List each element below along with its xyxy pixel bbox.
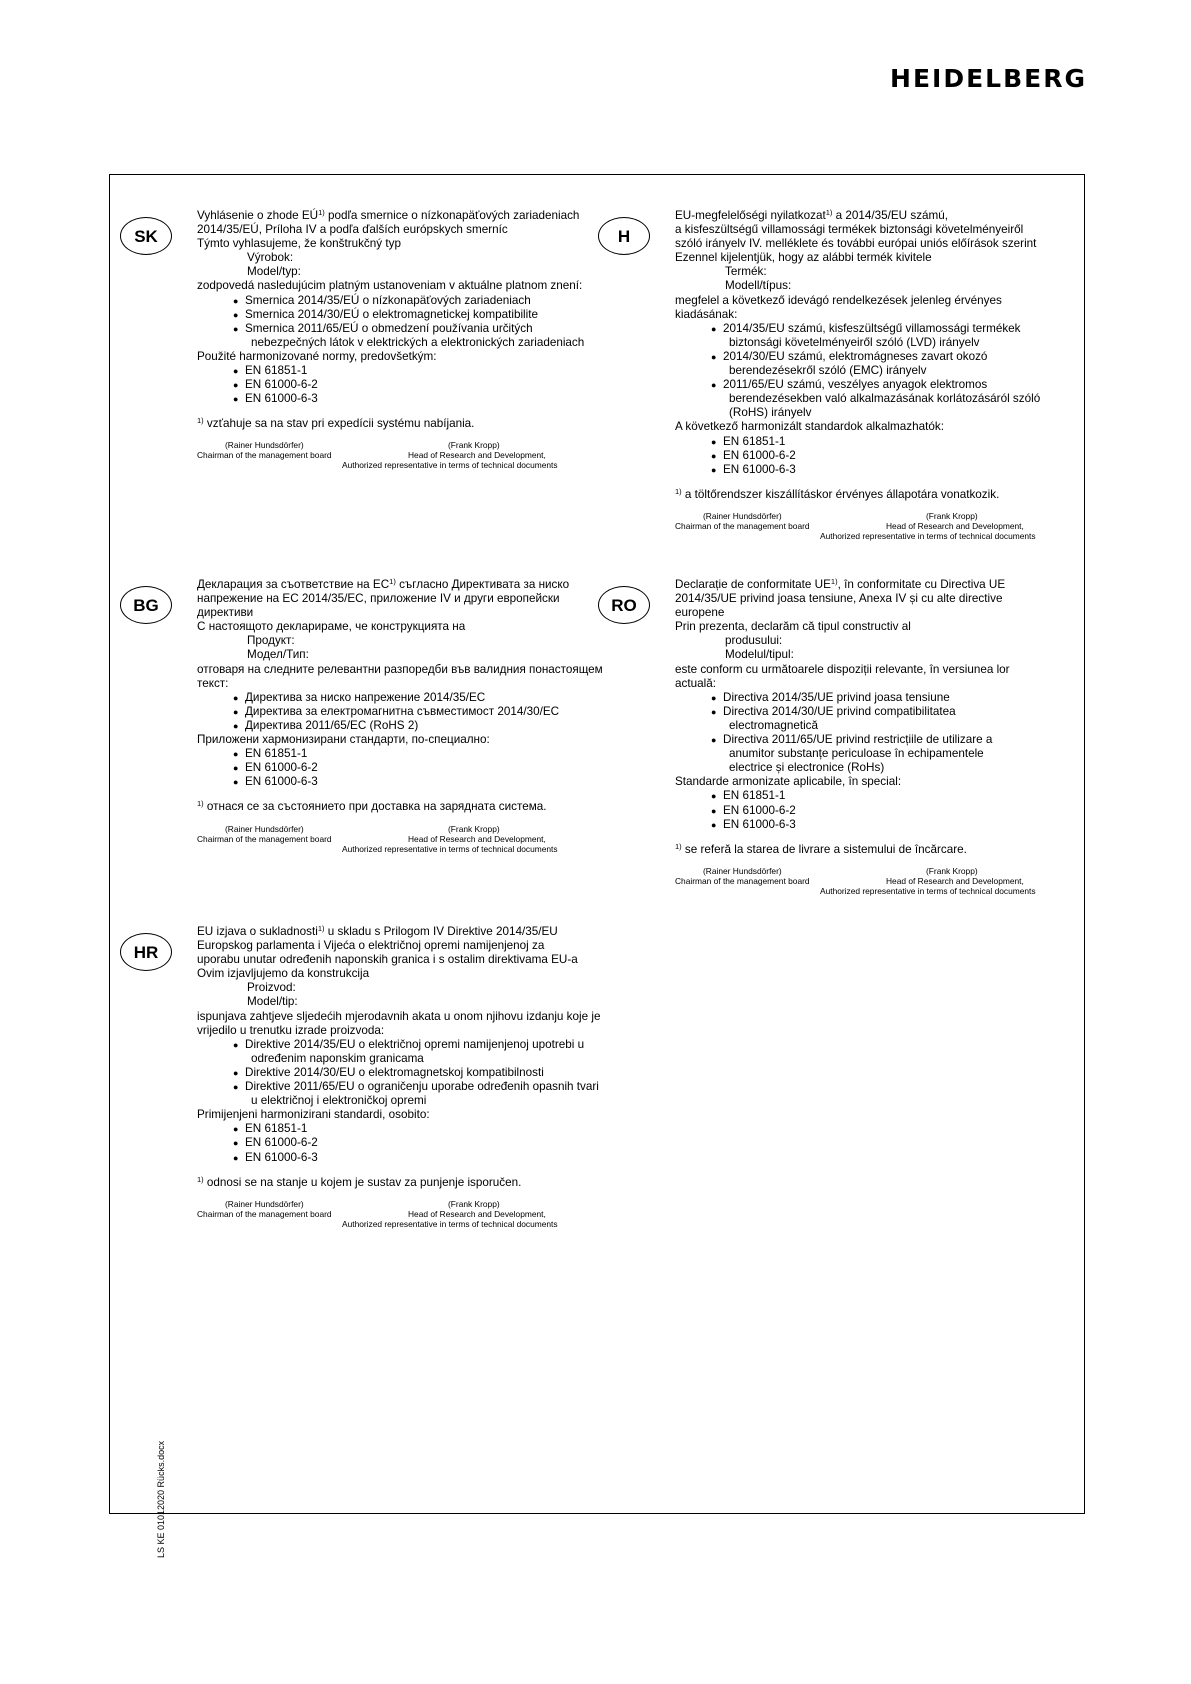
line-text: Приложени хармонизирани стандарти, по-специално: (197, 733, 490, 747)
line-text: A következő harmonizált standardok alkalmazhatók: (675, 420, 944, 434)
line-text: Direktive 2011/65/EU o ograničenju uporabe određenih opasnih tvari (245, 1080, 599, 1094)
signer-name-1: (Rainer Hundsdörfer) (225, 1198, 304, 1209)
line-text: a kisfeszültségű villamossági termékek biztonsági követelményeiről (675, 223, 1024, 237)
line-text: 2011/65/EU számú, veszélyes anyagok elektromos (723, 378, 988, 392)
text-line (197, 995, 657, 1009)
text-line (675, 620, 1135, 634)
line-text: Proizvod: (247, 981, 296, 995)
line-text: Direktive 2014/35/EU o električnoj opremi namijenjenoj upotrebi u (245, 1037, 585, 1051)
bullet-item (197, 1080, 657, 1094)
bullet-item (197, 691, 657, 705)
line-text: Smernica 2014/35/EÚ o nízkonapäťových zariadeniach (245, 293, 531, 307)
bullet-item (675, 449, 1135, 463)
line-text: u električnoj i elektroničkoj opremi (251, 1094, 427, 1108)
line-text: Použité harmonizované normy, predovšetkým: (197, 349, 437, 363)
text-line (675, 265, 1135, 279)
line-text: zodpovedá nasledujúcim platným ustanoveniam v aktuálne platnom znení: (197, 279, 583, 293)
text-line (675, 294, 1135, 308)
line-text: nebezpečných látok v elektrických a elektronických zariadeniach (251, 335, 585, 349)
line-text: a töltőrendszer kiszállításkor érvényes állapotára vonatkozik. (681, 487, 1000, 501)
heidelberg-logo: HEIDELBERG (890, 64, 1087, 93)
text-line (675, 761, 1135, 775)
signer-name-2: (Frank Kropp) (926, 865, 978, 876)
signer-name-2: (Frank Kropp) (926, 510, 978, 521)
text-line (675, 364, 1135, 378)
line-text: actuală: (675, 676, 716, 690)
line-text: EN 61000-6-3 (245, 1150, 318, 1164)
footnote-marker: 1) (675, 841, 682, 851)
bullet-item (675, 789, 1135, 803)
line-text: EN 61000-6-3 (245, 392, 318, 406)
spacer (197, 406, 657, 417)
signer-name-1: (Rainer Hundsdörfer) (225, 440, 304, 451)
bullet-item (675, 733, 1135, 747)
line-text: Model/tip: (247, 995, 298, 1009)
text-line (675, 606, 1135, 620)
signer-role-2: Head of Research and Development, (408, 833, 546, 844)
line-text: EN 61000-6-2 (245, 761, 318, 775)
spacer (197, 789, 657, 800)
bullet-item (675, 691, 1135, 705)
text-line (197, 1094, 657, 1108)
text-line (197, 417, 657, 431)
text-line (197, 620, 657, 634)
declaration-text (197, 209, 657, 470)
text-line (675, 488, 1135, 502)
line-text: Ovim izjavljujemo da konstrukcija (197, 967, 370, 981)
bullet-item (197, 761, 657, 775)
text-line (197, 733, 657, 747)
line-text: Direktive 2014/30/EU o elektromagnetskoj kompatibilnosti (245, 1065, 544, 1079)
footnote-marker: 1) (197, 1174, 204, 1184)
line-text: EN 61851-1 (245, 747, 308, 761)
bullet-item (675, 435, 1135, 449)
line-text: Primijenjeni harmonizirani standardi, osobito: (197, 1108, 430, 1122)
line-text: Ezennel kijelentjük, hogy az alábbi termék kivitele (675, 251, 932, 265)
text-line (197, 1010, 657, 1024)
line-text: Директива за ниско напрежение 2014/35/ЕС (245, 690, 486, 704)
signer-role-2: Head of Research and Development, (408, 1208, 546, 1219)
line-text: este conform cu următoarele dispoziții relevante, în versiunea lor (675, 662, 1010, 676)
line-text: electromagnetică (729, 718, 819, 732)
line-text: u skladu s Prilogom IV Direktive 2014/35/EU (324, 925, 558, 938)
text-line (197, 648, 657, 662)
bullet-item (197, 1066, 657, 1080)
line-text: kiadásának: (675, 307, 738, 321)
line-text: podľa smernice o nízkonapäťových zariadeniach (324, 209, 580, 222)
text-line (197, 209, 657, 223)
text-line (197, 939, 657, 953)
declaration-text (675, 209, 1135, 541)
signer-role-1: Chairman of the management board (675, 875, 810, 886)
text-line (675, 663, 1135, 677)
line-text: Modell/típus: (725, 279, 792, 293)
language-badge: HR (120, 933, 172, 971)
line-text: Declarație de conformitate UE (675, 578, 831, 591)
line-text: uporabu unutar određenih naponskih granica i s ostalim direktivama EU-a (197, 953, 578, 967)
text-line (197, 606, 657, 620)
text-line (197, 1108, 657, 1122)
line-text: Model/typ: (247, 265, 301, 279)
line-text: EN 61851-1 (723, 789, 786, 803)
bullet-item (675, 818, 1135, 832)
line-text: EN 61000-6-2 (245, 378, 318, 392)
text-line (197, 251, 657, 265)
line-text: anumitor substanțe periculoase în echipamentele (729, 747, 984, 761)
bullet-item (197, 364, 657, 378)
line-text: EN 61000-6-3 (723, 462, 796, 476)
text-line (675, 251, 1135, 265)
signer-name-2: (Frank Kropp) (448, 823, 500, 834)
text-line (197, 237, 657, 251)
line-text: Директива 2011/65/ЕС (RoHS 2) (245, 718, 419, 732)
line-text: electrice și electronice (RoHs) (729, 761, 885, 775)
line-text: Vyhlásenie o zhode EÚ (197, 209, 319, 222)
line-text: EN 61851-1 (723, 434, 786, 448)
signer-role-1: Chairman of the management board (197, 450, 332, 461)
text-line (675, 843, 1135, 857)
line-text: текст: (197, 676, 229, 690)
text-line (675, 209, 1135, 223)
line-text: Декларация за съответствие на ЕС (197, 578, 390, 591)
text-line (675, 747, 1135, 761)
text-line (197, 1024, 657, 1038)
declaration-text (197, 578, 657, 854)
signer-role-2: Head of Research and Development, (886, 520, 1024, 531)
text-line (675, 634, 1135, 648)
signer-role-2: Head of Research and Development, (408, 450, 546, 461)
text-line (197, 1176, 657, 1190)
language-badge: RO (598, 586, 650, 624)
text-line (675, 392, 1135, 406)
bullet-item (675, 705, 1135, 719)
signer-role-2: Head of Research and Development, (886, 875, 1024, 886)
signer-name-1: (Rainer Hundsdörfer) (703, 510, 782, 521)
line-text: Týmto vyhlasujeme, že konštrukčný typ (197, 237, 401, 251)
line-text: Modelul/tipul: (725, 648, 794, 662)
bullet-item (675, 378, 1135, 392)
footnote-marker: 1) (830, 577, 838, 586)
declaration-text (197, 925, 657, 1229)
text-line (197, 677, 657, 691)
text-line (675, 719, 1135, 733)
declaration-text (675, 578, 1135, 896)
line-text: 2014/30/EU számú, elektromágneses zavart okozó (723, 349, 988, 363)
footnote-marker: 1) (318, 208, 325, 217)
line-text: (RoHS) irányelv (729, 406, 812, 420)
line-text: отговаря на следните релевантни разпоредби във валидния понастоящем (197, 662, 603, 676)
line-text: EU izjava o sukladnosti (197, 925, 318, 938)
line-text: EU-megfelelőségi nyilatkozat (675, 209, 826, 222)
signer-role-3: Authorized representative in terms of technical documents (820, 885, 1036, 896)
line-text: Standarde armonizate aplicabile, în special: (675, 775, 902, 789)
bullet-item (197, 775, 657, 789)
line-text: odnosi se na stanje u kojem je sustav za punjenje isporučen. (203, 1175, 522, 1189)
line-text: Termék: (725, 265, 767, 279)
footnote-marker: 1) (317, 924, 325, 933)
line-text: Модел/Тип: (247, 648, 309, 662)
language-badge: SK (120, 217, 172, 255)
document-reference: LS KE 01012020 Rücks.docx (156, 1440, 166, 1558)
bullet-item (197, 747, 657, 761)
bullet-item (197, 322, 657, 336)
text-line (197, 336, 657, 350)
signer-name-1: (Rainer Hundsdörfer) (703, 865, 782, 876)
footnote-marker: 1) (389, 577, 396, 586)
spacer (675, 477, 1135, 488)
line-text: 2014/35/UE privind joasa tensiune, Anexa IV și cu alte directive (675, 592, 1003, 606)
line-text: berendezésekben való alkalmazásának korlátozásáról szóló (729, 392, 1041, 406)
declarations-frame (109, 174, 1085, 1558)
text-line (675, 279, 1135, 293)
signature-block (675, 866, 1135, 896)
signer-role-3: Authorized representative in terms of technical documents (342, 460, 558, 471)
signer-role-1: Chairman of the management board (675, 520, 810, 531)
text-line (675, 420, 1135, 434)
bullet-item (675, 463, 1135, 477)
footnote-marker: 1) (675, 486, 682, 496)
text-line (197, 592, 657, 606)
line-text: EN 61851-1 (245, 364, 308, 378)
line-text: С настоящото декларираме, че конструкцията на (197, 620, 466, 634)
language-badge: BG (120, 586, 172, 624)
line-text: szóló irányelv IV. melléklete és további európai uniós előírások szerint (675, 237, 1037, 251)
bullet-item (197, 308, 657, 322)
line-text: EN 61000-6-2 (723, 448, 796, 462)
line-text: vzťahuje sa na stav pri expedícii systému nabíjania. (203, 417, 475, 431)
line-text: съгласно Директивата за ниско (395, 578, 570, 591)
bullet-item (197, 294, 657, 308)
language-badge: H (598, 217, 650, 255)
text-line (197, 265, 657, 279)
bullet-item (197, 1122, 657, 1136)
bullet-item (675, 804, 1135, 818)
text-line (197, 967, 657, 981)
line-text: EN 61000-6-2 (723, 803, 796, 817)
text-line (197, 953, 657, 967)
line-text: напрежение на ЕС 2014/35/ЕС, приложение IV и други европейски (197, 592, 560, 606)
bullet-item (197, 378, 657, 392)
text-line (675, 336, 1135, 350)
line-text: EN 61000-6-2 (245, 1136, 318, 1150)
bullet-item (197, 705, 657, 719)
footnote-marker: 1) (197, 799, 204, 809)
line-text: Prin prezenta, declarăm că tipul constructiv al (675, 620, 911, 634)
signer-role-3: Authorized representative in terms of technical documents (820, 530, 1036, 541)
signer-role-3: Authorized representative in terms of technical documents (342, 1218, 558, 1229)
bullet-item (675, 350, 1135, 364)
line-text: Директива за електромагнитна съвместимост 2014/30/ЕС (245, 704, 560, 718)
text-line (197, 350, 657, 364)
line-text: EN 61000-6-3 (245, 775, 318, 789)
line-text: отнася се за състоянието при доставка на зарядната система. (203, 800, 547, 814)
bullet-item (197, 1136, 657, 1150)
footnote-marker: 1) (197, 416, 204, 426)
line-text: se referă la starea de livrare a sistemului de încărcare. (681, 842, 967, 856)
bullet-item (197, 1151, 657, 1165)
text-line (197, 663, 657, 677)
line-text: Smernica 2014/30/EÚ o elektromagnetickej kompatibilite (245, 307, 538, 321)
line-text: berendezésekről szóló (EMC) irányelv (729, 364, 927, 378)
signer-role-3: Authorized representative in terms of technical documents (342, 843, 558, 854)
text-line (197, 1052, 657, 1066)
signer-role-1: Chairman of the management board (197, 1208, 332, 1219)
line-text: megfelel a következő idevágó rendelkezések jelenleg érvényes (675, 293, 1002, 307)
bullet-item (675, 322, 1135, 336)
text-line (197, 279, 657, 293)
spacer (675, 832, 1135, 843)
signature-block (675, 511, 1135, 541)
line-text: директиви (197, 606, 254, 620)
bullet-item (197, 392, 657, 406)
text-line (675, 223, 1135, 237)
text-line (197, 800, 657, 814)
text-line (675, 237, 1135, 251)
line-text: produsului: (725, 634, 783, 648)
line-text: 2014/35/EÚ, Príloha IV a podľa ďalších európskych smerníc (197, 223, 508, 237)
bullet-item (197, 719, 657, 733)
text-line (675, 677, 1135, 691)
text-line (675, 578, 1135, 592)
line-text: , în conformitate cu Directiva UE (837, 578, 1006, 591)
signer-name-2: (Frank Kropp) (448, 1198, 500, 1209)
signer-name-2: (Frank Kropp) (448, 440, 500, 451)
line-text: Výrobok: (247, 251, 294, 265)
signature-block (197, 1199, 657, 1229)
line-text: europene (675, 606, 725, 620)
line-text: određenim naponskim granicama (251, 1051, 424, 1065)
spacer (197, 1165, 657, 1176)
footnote-marker: 1) (825, 208, 833, 217)
line-text: Smernica 2011/65/EÚ o obmedzení používania určitých (245, 321, 533, 335)
text-line (197, 634, 657, 648)
line-text: biztonsági követelményeiről szóló (LVD) irányelv (729, 335, 980, 349)
line-text: Europskog parlamenta i Vijeća o električnoj opremi namijenjenoj za (197, 939, 545, 953)
text-line (675, 308, 1135, 322)
signature-block (197, 440, 657, 470)
signer-role-1: Chairman of the management board (197, 833, 332, 844)
line-text: vrijedilo u trenutku izrade proizvoda: (197, 1023, 385, 1037)
line-text: Directiva 2014/30/UE privind compatibilitatea (723, 704, 956, 718)
bullet-item (197, 1038, 657, 1052)
text-line (675, 775, 1135, 789)
signature-block (197, 824, 657, 854)
line-text: EN 61000-6-3 (723, 817, 796, 831)
line-text: Directiva 2014/35/UE privind joasa tensiune (723, 690, 950, 704)
signer-name-1: (Rainer Hundsdörfer) (225, 823, 304, 834)
line-text: EN 61851-1 (245, 1122, 308, 1136)
line-text: Directiva 2011/65/UE privind restricțiile de utilizare a (723, 733, 993, 747)
line-text: a 2014/35/EU számú, (832, 209, 949, 222)
text-line (197, 981, 657, 995)
text-line (197, 578, 657, 592)
text-line (197, 925, 657, 939)
text-line (197, 223, 657, 237)
line-text: 2014/35/EU számú, kisfeszültségű villamossági termékek (723, 321, 1021, 335)
text-line (675, 406, 1135, 420)
text-line (675, 592, 1135, 606)
line-text: ispunjava zahtjeve sljedećih mjerodavnih akata u onom njihovu izdanju koje je (197, 1009, 601, 1023)
text-line (675, 648, 1135, 662)
line-text: Продукт: (247, 634, 295, 648)
